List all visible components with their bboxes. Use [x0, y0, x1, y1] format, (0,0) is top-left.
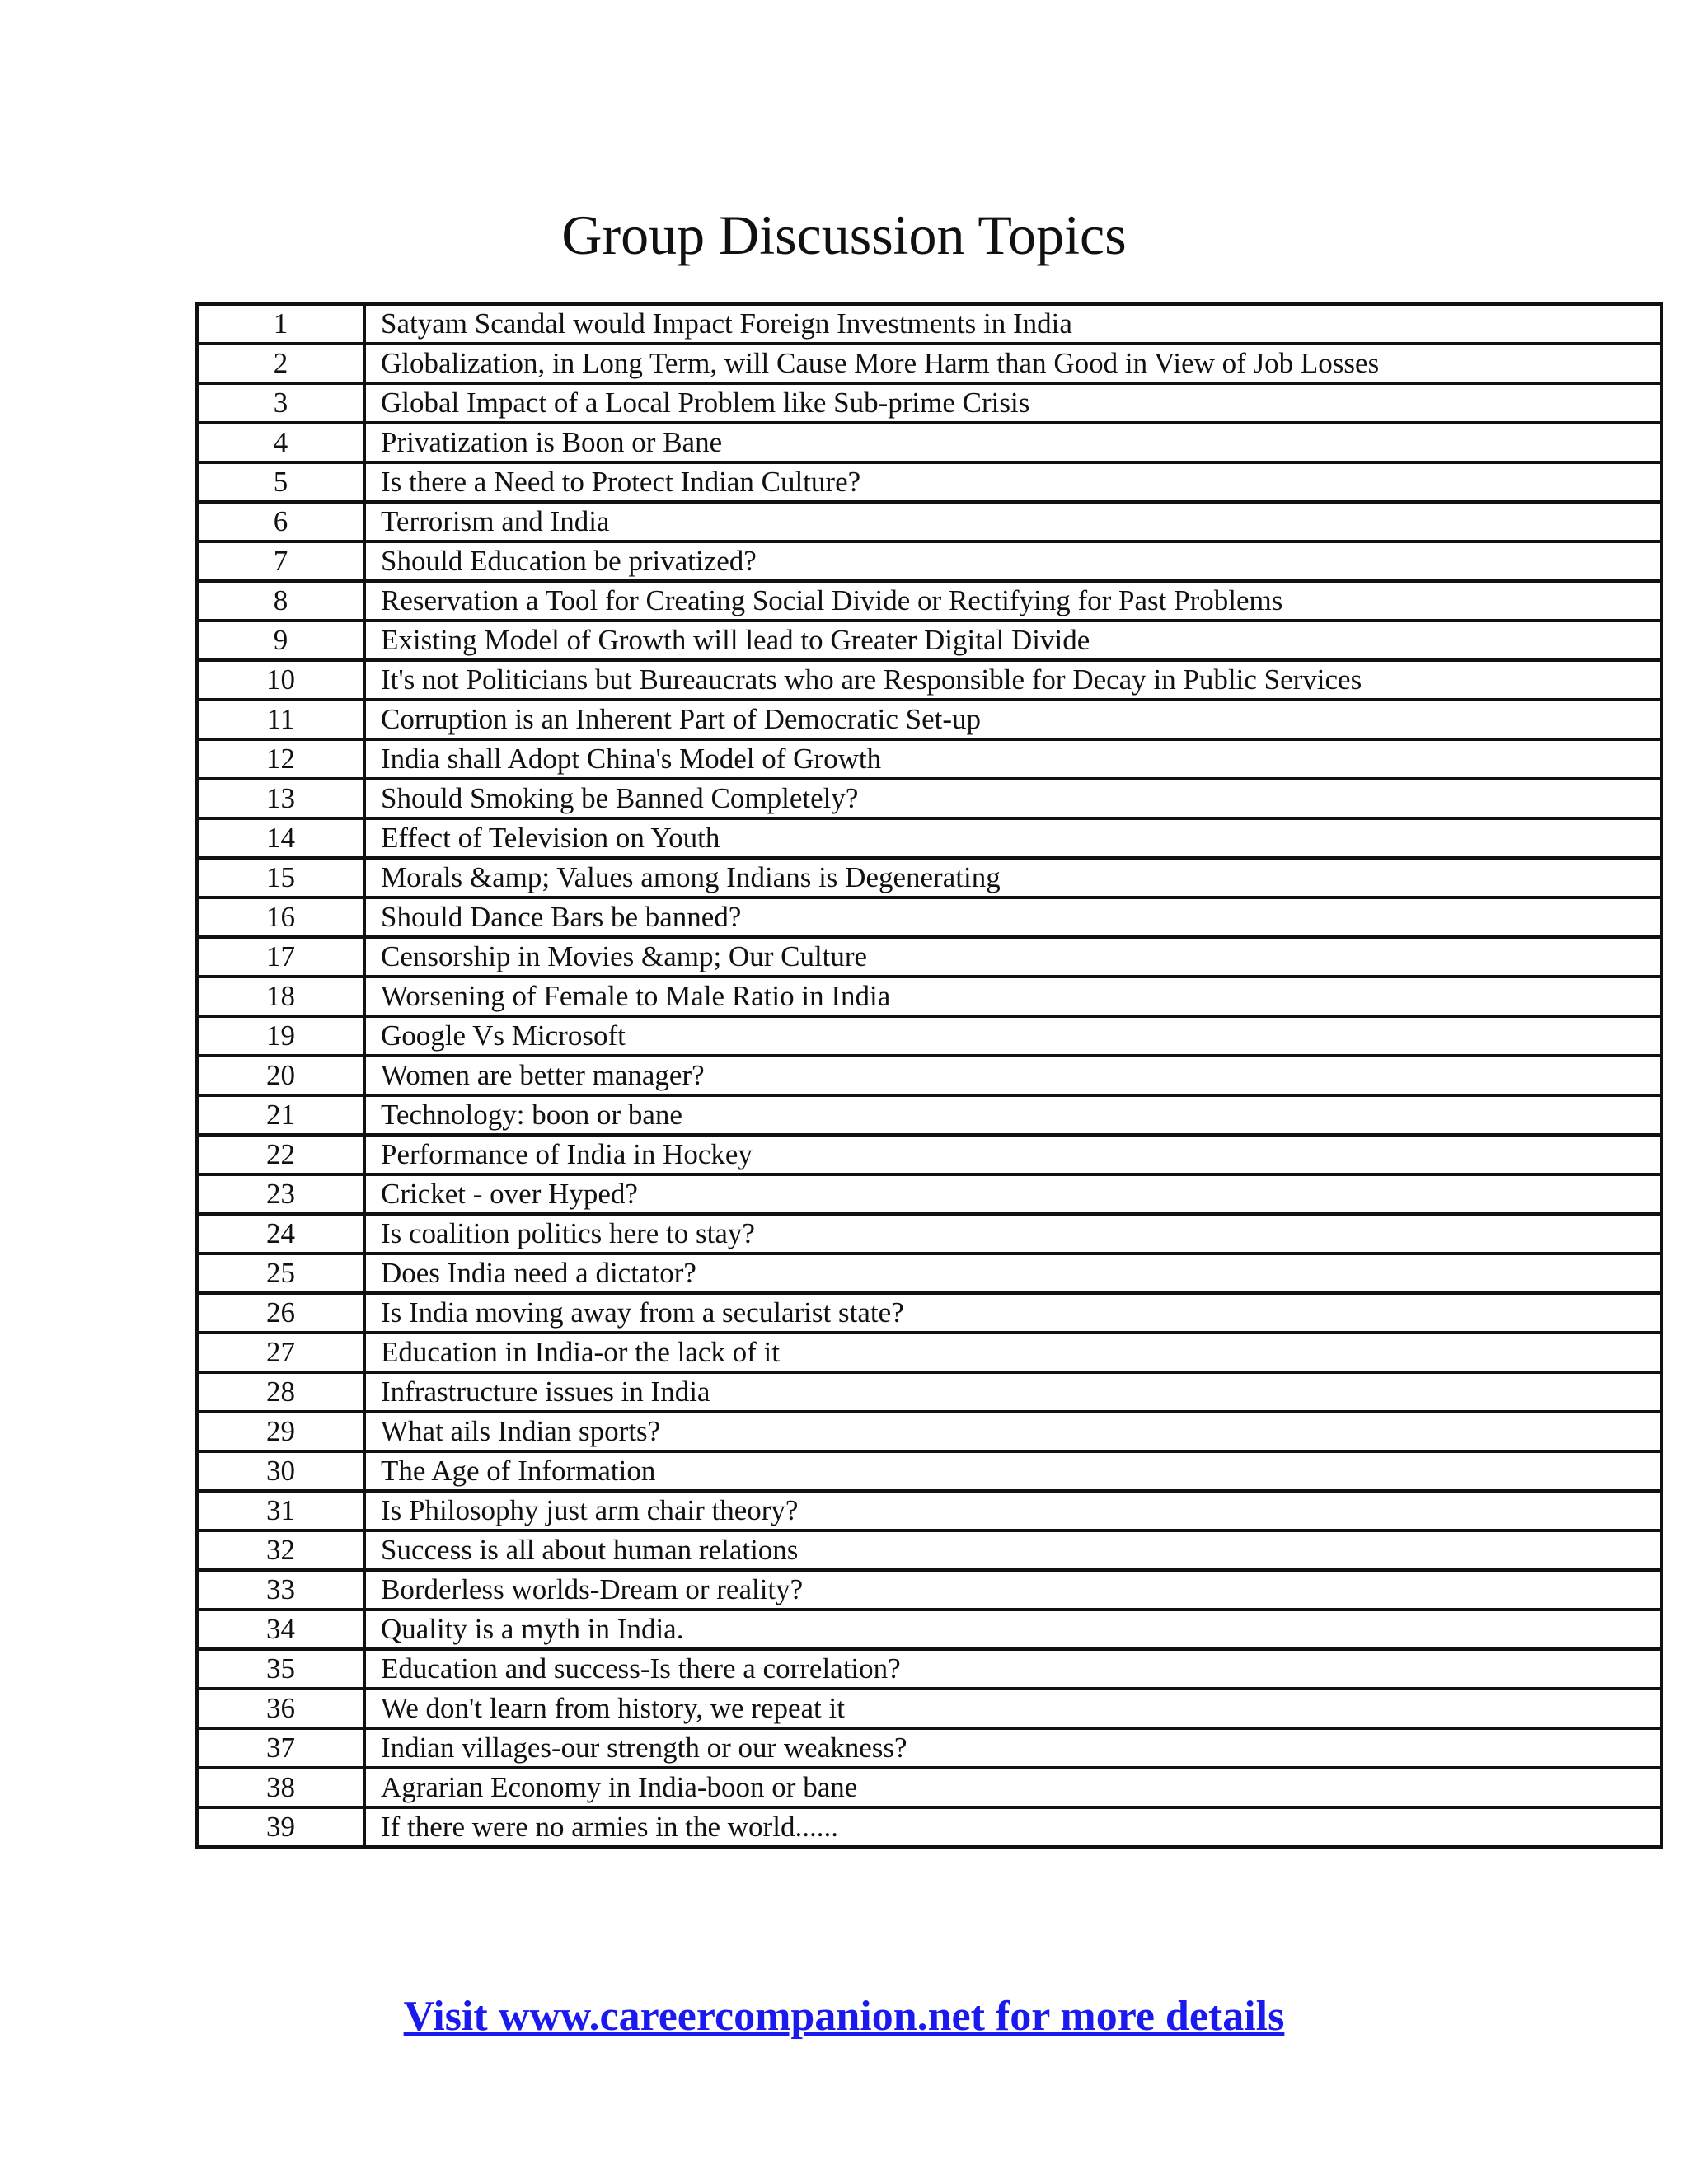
topic-number: 29 — [197, 1412, 364, 1451]
topic-text: Effect of Television on Youth — [364, 818, 1662, 858]
topic-text: Worsening of Female to Male Ratio in India — [364, 977, 1662, 1016]
topic-text: Google Vs Microsoft — [364, 1016, 1662, 1056]
table-row — [197, 1056, 1662, 1095]
table-row — [197, 1174, 1662, 1214]
topic-number: 31 — [197, 1491, 364, 1530]
table-row — [197, 1610, 1662, 1649]
topic-number: 6 — [197, 502, 364, 541]
table-row — [197, 1491, 1662, 1530]
topic-number: 30 — [197, 1451, 364, 1491]
topic-text: Agrarian Economy in India-boon or bane — [364, 1768, 1662, 1807]
topic-number: 27 — [197, 1333, 364, 1372]
table-row — [197, 581, 1662, 621]
topic-number: 13 — [197, 779, 364, 818]
topic-number: 8 — [197, 581, 364, 621]
table-row — [197, 1728, 1662, 1768]
topic-text: Success is all about human relations — [364, 1530, 1662, 1570]
table-row — [197, 1412, 1662, 1451]
topic-text: Performance of India in Hockey — [364, 1135, 1662, 1174]
topic-text: Education in India-or the lack of it — [364, 1333, 1662, 1372]
topic-text: India shall Adopt China's Model of Growth — [364, 739, 1662, 779]
table-row — [197, 1214, 1662, 1254]
topic-number: 37 — [197, 1728, 364, 1768]
topic-text: We don't learn from history, we repeat it — [364, 1689, 1662, 1728]
topic-number: 18 — [197, 977, 364, 1016]
table-row — [197, 937, 1662, 977]
topic-text: Is there a Need to Protect Indian Culture? — [364, 462, 1662, 502]
topic-number: 20 — [197, 1056, 364, 1095]
topic-text: Does India need a dictator? — [364, 1254, 1662, 1293]
topic-text: Is Philosophy just arm chair theory? — [364, 1491, 1662, 1530]
topics-table-body — [197, 304, 1662, 1847]
topic-number: 14 — [197, 818, 364, 858]
table-row — [197, 1293, 1662, 1333]
topic-number: 2 — [197, 344, 364, 383]
table-row — [197, 1135, 1662, 1174]
topic-number: 22 — [197, 1135, 364, 1174]
table-row — [197, 739, 1662, 779]
topic-text: Morals &amp; Values among Indians is Degenerating — [364, 858, 1662, 898]
topic-number: 24 — [197, 1214, 364, 1254]
table-row — [197, 1689, 1662, 1728]
topic-text: Cricket - over Hyped? — [364, 1174, 1662, 1214]
topic-number: 35 — [197, 1649, 364, 1689]
topic-number: 5 — [197, 462, 364, 502]
table-row — [197, 858, 1662, 898]
topic-number: 12 — [197, 739, 364, 779]
table-row — [197, 462, 1662, 502]
topic-number: 3 — [197, 383, 364, 423]
topic-number: 10 — [197, 660, 364, 700]
table-row — [197, 977, 1662, 1016]
topic-number: 32 — [197, 1530, 364, 1570]
topic-number: 11 — [197, 700, 364, 739]
topic-number: 7 — [197, 541, 364, 581]
topic-number: 39 — [197, 1807, 364, 1847]
table-row — [197, 1530, 1662, 1570]
topic-number: 9 — [197, 621, 364, 660]
topic-text: Global Impact of a Local Problem like Sub-prime Crisis — [364, 383, 1662, 423]
topic-text: What ails Indian sports? — [364, 1412, 1662, 1451]
topic-text: Privatization is Boon or Bane — [364, 423, 1662, 462]
topic-text: Is India moving away from a secularist state? — [364, 1293, 1662, 1333]
topic-number: 16 — [197, 898, 364, 937]
topic-text: Technology: boon or bane — [364, 1095, 1662, 1135]
table-row — [197, 502, 1662, 541]
topic-text: The Age of Information — [364, 1451, 1662, 1491]
topic-text: Satyam Scandal would Impact Foreign Investments in India — [364, 304, 1662, 344]
topic-number: 4 — [197, 423, 364, 462]
topic-text: Should Education be privatized? — [364, 541, 1662, 581]
topic-number: 34 — [197, 1610, 364, 1649]
topic-text: Should Smoking be Banned Completely? — [364, 779, 1662, 818]
topic-text: Corruption is an Inherent Part of Democratic Set-up — [364, 700, 1662, 739]
topic-text: Should Dance Bars be banned? — [364, 898, 1662, 937]
page-title: Group Discussion Topics — [561, 204, 1127, 266]
topic-text: It's not Politicians but Bureaucrats who are Responsible for Decay in Public Services — [364, 660, 1662, 700]
table-row — [197, 1254, 1662, 1293]
topic-number: 19 — [197, 1016, 364, 1056]
table-row — [197, 541, 1662, 581]
table-row — [197, 1451, 1662, 1491]
table-row — [197, 700, 1662, 739]
topic-text: Existing Model of Growth will lead to Greater Digital Divide — [364, 621, 1662, 660]
table-row — [197, 818, 1662, 858]
table-row — [197, 1570, 1662, 1610]
table-row — [197, 1649, 1662, 1689]
topics-table — [195, 302, 1663, 1849]
table-row — [197, 621, 1662, 660]
topic-text: Is coalition politics here to stay? — [364, 1214, 1662, 1254]
topic-text: Borderless worlds-Dream or reality? — [364, 1570, 1662, 1610]
topic-number: 15 — [197, 858, 364, 898]
topic-text: Indian villages-our strength or our weakness? — [364, 1728, 1662, 1768]
topic-number: 17 — [197, 937, 364, 977]
topic-text: Terrorism and India — [364, 502, 1662, 541]
topic-text: Globalization, in Long Term, will Cause More Harm than Good in View of Job Losses — [364, 344, 1662, 383]
topic-number: 1 — [197, 304, 364, 344]
website-link[interactable]: Visit www.careercompanion.net for more details — [403, 1993, 1285, 2040]
topic-number: 26 — [197, 1293, 364, 1333]
table-row — [197, 383, 1662, 423]
topic-number: 36 — [197, 1689, 364, 1728]
topic-text: Education and success-Is there a correlation? — [364, 1649, 1662, 1689]
table-row — [197, 1016, 1662, 1056]
table-row — [197, 1807, 1662, 1847]
topic-number: 28 — [197, 1372, 364, 1412]
table-row — [197, 660, 1662, 700]
table-row — [197, 898, 1662, 937]
topic-text: If there were no armies in the world...... — [364, 1807, 1662, 1847]
topic-number: 21 — [197, 1095, 364, 1135]
table-row — [197, 1095, 1662, 1135]
topic-number: 33 — [197, 1570, 364, 1610]
topic-text: Reservation a Tool for Creating Social Divide or Rectifying for Past Problems — [364, 581, 1662, 621]
table-row — [197, 423, 1662, 462]
topic-number: 23 — [197, 1174, 364, 1214]
topic-number: 38 — [197, 1768, 364, 1807]
table-row — [197, 1768, 1662, 1807]
table-row — [197, 1333, 1662, 1372]
table-row — [197, 344, 1662, 383]
topic-text: Quality is a myth in India. — [364, 1610, 1662, 1649]
table-row — [197, 304, 1662, 344]
table-row — [197, 779, 1662, 818]
table-row — [197, 1372, 1662, 1412]
topic-number: 25 — [197, 1254, 364, 1293]
topic-text: Censorship in Movies &amp; Our Culture — [364, 937, 1662, 977]
topic-text: Women are better manager? — [364, 1056, 1662, 1095]
topic-text: Infrastructure issues in India — [364, 1372, 1662, 1412]
